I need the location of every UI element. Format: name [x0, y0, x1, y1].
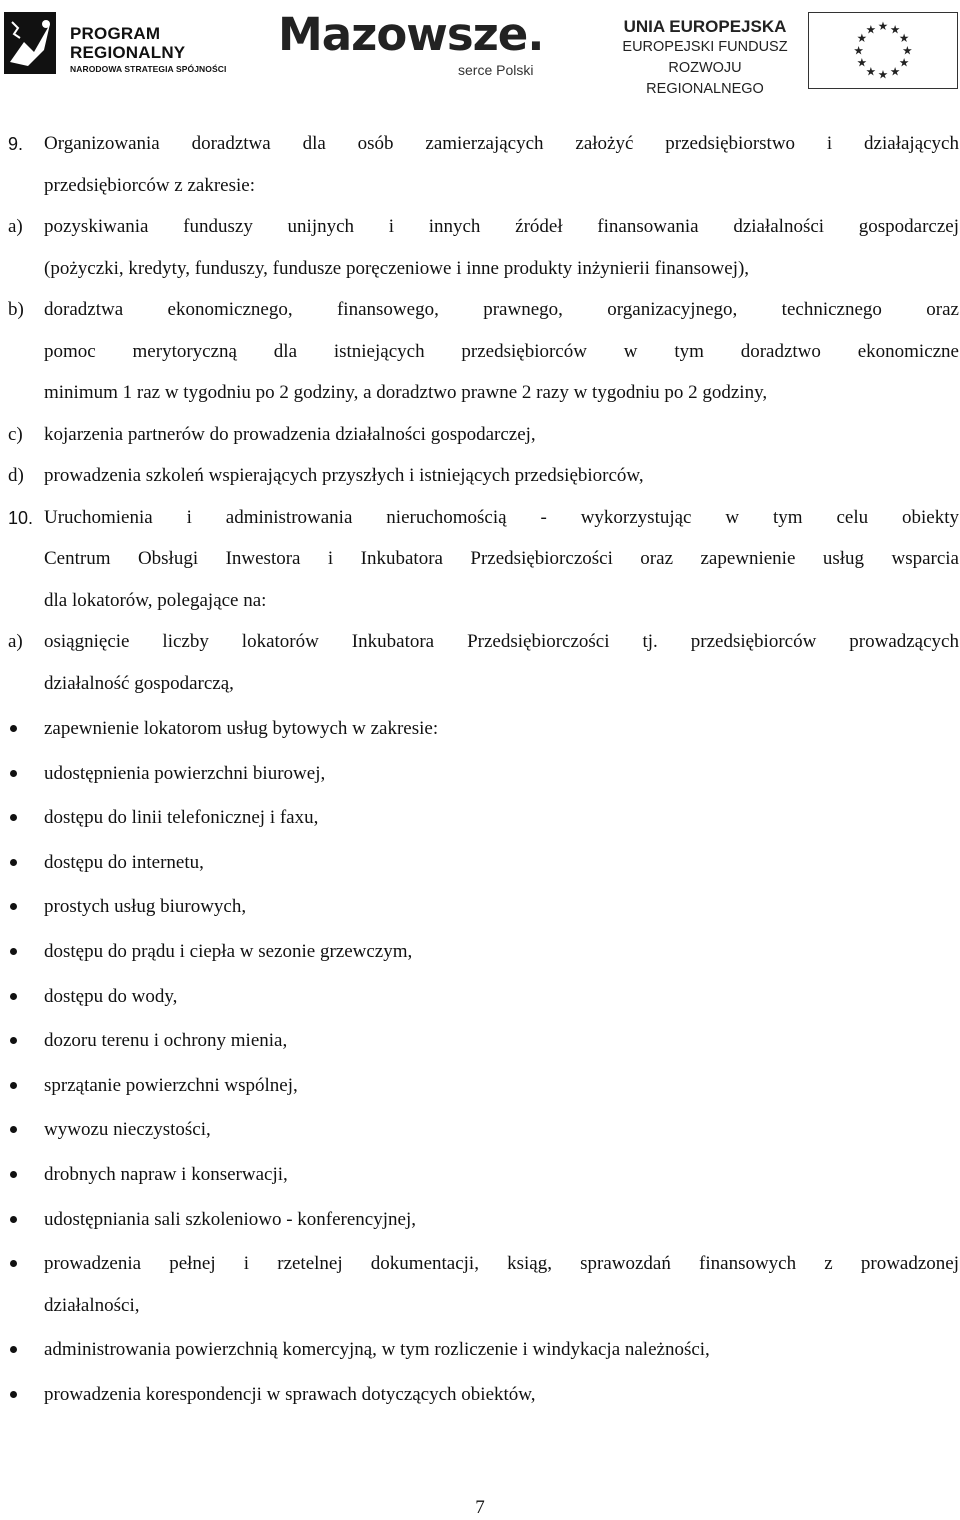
- bullet-icon: [10, 1216, 17, 1223]
- bullet-item-text-line: sprzątanie powierzchni wspólnej,: [44, 1074, 298, 1096]
- mazowsze-logo: [278, 8, 553, 84]
- bullet-icon: [10, 1037, 17, 1044]
- svg-text:★: ★: [865, 22, 877, 37]
- svg-text:★: ★: [865, 64, 877, 79]
- bullet-item-text-line: prostych usług biurowych,: [44, 896, 247, 918]
- bullet-icon: [10, 1260, 17, 1267]
- bullet-item-text-line: dozoru terenu i ochrony mienia,: [44, 1030, 288, 1052]
- bullet-item-text-line: dostępu do internetu,: [44, 851, 204, 873]
- program-regionalny-logo: [4, 10, 229, 80]
- section-text-line: Organizowania doradztwa dla osób zamierzających założyć przedsiębiorstwo i działających: [44, 133, 959, 154]
- regionalny-label: REGIONALNY: [70, 43, 186, 62]
- bullet-icon: [10, 1126, 17, 1133]
- bullet-item-text-line: dostępu do wody,: [44, 985, 178, 1007]
- list-item-text-line: osiągnięcie liczby lokatorów Inkubatora Przedsiębiorczości tj. przedsiębiorców prowadzących: [44, 631, 959, 652]
- bullet-item-text-line: działalności,: [44, 1294, 140, 1316]
- bullet-item-text-line: drobnych napraw i konserwacji,: [44, 1164, 288, 1185]
- list-item-marker: a): [8, 631, 23, 652]
- svg-text:★: ★: [856, 31, 868, 46]
- svg-text:★: ★: [889, 22, 901, 37]
- mazowsze-wordmark: Mazowsze.: [278, 8, 544, 61]
- list-item-text-line: minimum 1 raz w tygodniu po 2 godziny, a doradztwo prawne 2 razy w tygodniu po 2 godziny,: [44, 382, 768, 403]
- page-number: 7: [475, 1497, 485, 1518]
- list-item-text-line: pozyskiwania funduszy unijnych i innych źródeł finansowania działalności gospodarczej: [44, 216, 959, 237]
- bullet-item-text-line: dostępu do linii telefonicznej i faxu,: [44, 807, 319, 829]
- svg-text:★: ★: [856, 55, 868, 70]
- list-item-marker: b): [8, 299, 24, 320]
- eu-stars-flag-icon: [808, 12, 958, 89]
- bullet-item-text-line: wywozu nieczystości,: [44, 1119, 211, 1141]
- bullet-icon: [10, 993, 17, 1000]
- bullet-icon: [10, 1082, 17, 1089]
- bullet-item-text-line: administrowania powierzchnią komercyjną, w tym rozliczenie i windykacja należności,: [44, 1339, 710, 1361]
- bullet-icon: [10, 903, 17, 910]
- list-item-text-line: (pożyczki, kredyty, funduszy, fundusze poręczeniowe i inne produkty inżynierii finansowej),: [44, 257, 750, 279]
- svg-text:★: ★: [877, 67, 889, 82]
- section-text-line: Uruchomienia i administrowania nieruchomością - wykorzystując w tym celu obiekty: [44, 506, 959, 528]
- svg-text:★: ★: [898, 31, 910, 46]
- bullet-item-text-line: udostępniania sali szkoleniowo - konferencyjnej,: [44, 1208, 416, 1230]
- bullet-icon: [10, 948, 17, 955]
- svg-text:★: ★: [902, 43, 913, 58]
- section-text-line: przedsiębiorców z zakresie:: [44, 174, 256, 196]
- svg-text:★: ★: [898, 55, 910, 70]
- svg-text:★: ★: [853, 43, 864, 58]
- bullet-item-text-line: dostępu do prądu i ciepła w sezonie grzewczym,: [44, 941, 413, 962]
- list-item-text-line: kojarzenia partnerów do prowadzenia działalności gospodarczej,: [44, 423, 536, 445]
- bullet-item-text-line: zapewnienie lokatorom usług bytowych w zakresie:: [44, 718, 439, 739]
- section-number: 10.: [8, 507, 34, 528]
- eu-logo: [614, 12, 960, 97]
- section-number: 9.: [8, 134, 24, 154]
- bullet-icon: [10, 859, 17, 866]
- list-item-text-line: doradztwa ekonomicznego, finansowego, prawnego, organizacyjnego, technicznego oraz: [44, 299, 959, 320]
- program-regionalny-mark-icon: [4, 12, 64, 76]
- bullet-item-text-line: prowadzenia pełnej i rzetelnej dokumentacji, ksiąg, sprawozdań finansowych z prowadzonej: [44, 1253, 959, 1275]
- eu-regional-label: ROZWOJU REGIONALNEGO: [646, 60, 764, 97]
- list-item-text-line: prowadzenia szkoleń wspierających przyszłych i istniejących przedsiębiorców,: [44, 465, 644, 486]
- program-label: PROGRAM: [70, 24, 161, 43]
- bullet-icon: [10, 725, 17, 732]
- eu-fund-label: EUROPEJSKI FUNDUSZ: [622, 39, 788, 55]
- svg-text:★: ★: [889, 64, 901, 79]
- bullet-item-text-line: prowadzenia korespondencji w sprawach dotyczących obiektów,: [44, 1383, 536, 1405]
- nss-label: NARODOWA STRATEGIA SPÓJNOŚCI: [70, 64, 227, 74]
- svg-text:★: ★: [877, 19, 889, 34]
- list-item-text-line: działalność gospodarczą,: [44, 672, 234, 694]
- list-item-marker: d): [8, 465, 24, 486]
- bullet-icon: [10, 814, 17, 821]
- eu-union-label: UNIA EUROPEJSKA: [623, 17, 787, 36]
- list-item-marker: c): [8, 423, 23, 445]
- section-text-line: Centrum Obsługi Inwestora i Inkubatora Przedsiębiorczości oraz zapewnienie usług wsparcia: [44, 548, 959, 569]
- bullet-icon: [10, 770, 17, 777]
- bullet-icon: [10, 1346, 17, 1353]
- list-item-marker: a): [8, 216, 23, 237]
- bullet-icon: [10, 1391, 17, 1398]
- mazowsze-subtitle: serce Polski: [458, 62, 534, 78]
- section-text-line: dla lokatorów, polegające na:: [44, 589, 267, 611]
- list-item-text-line: pomoc merytoryczną dla istniejących przedsiębiorców w tym doradztwo ekonomiczne: [44, 340, 959, 362]
- bullet-item-text-line: udostępnienia powierzchni biurowej,: [44, 762, 326, 784]
- bullet-icon: [10, 1171, 17, 1178]
